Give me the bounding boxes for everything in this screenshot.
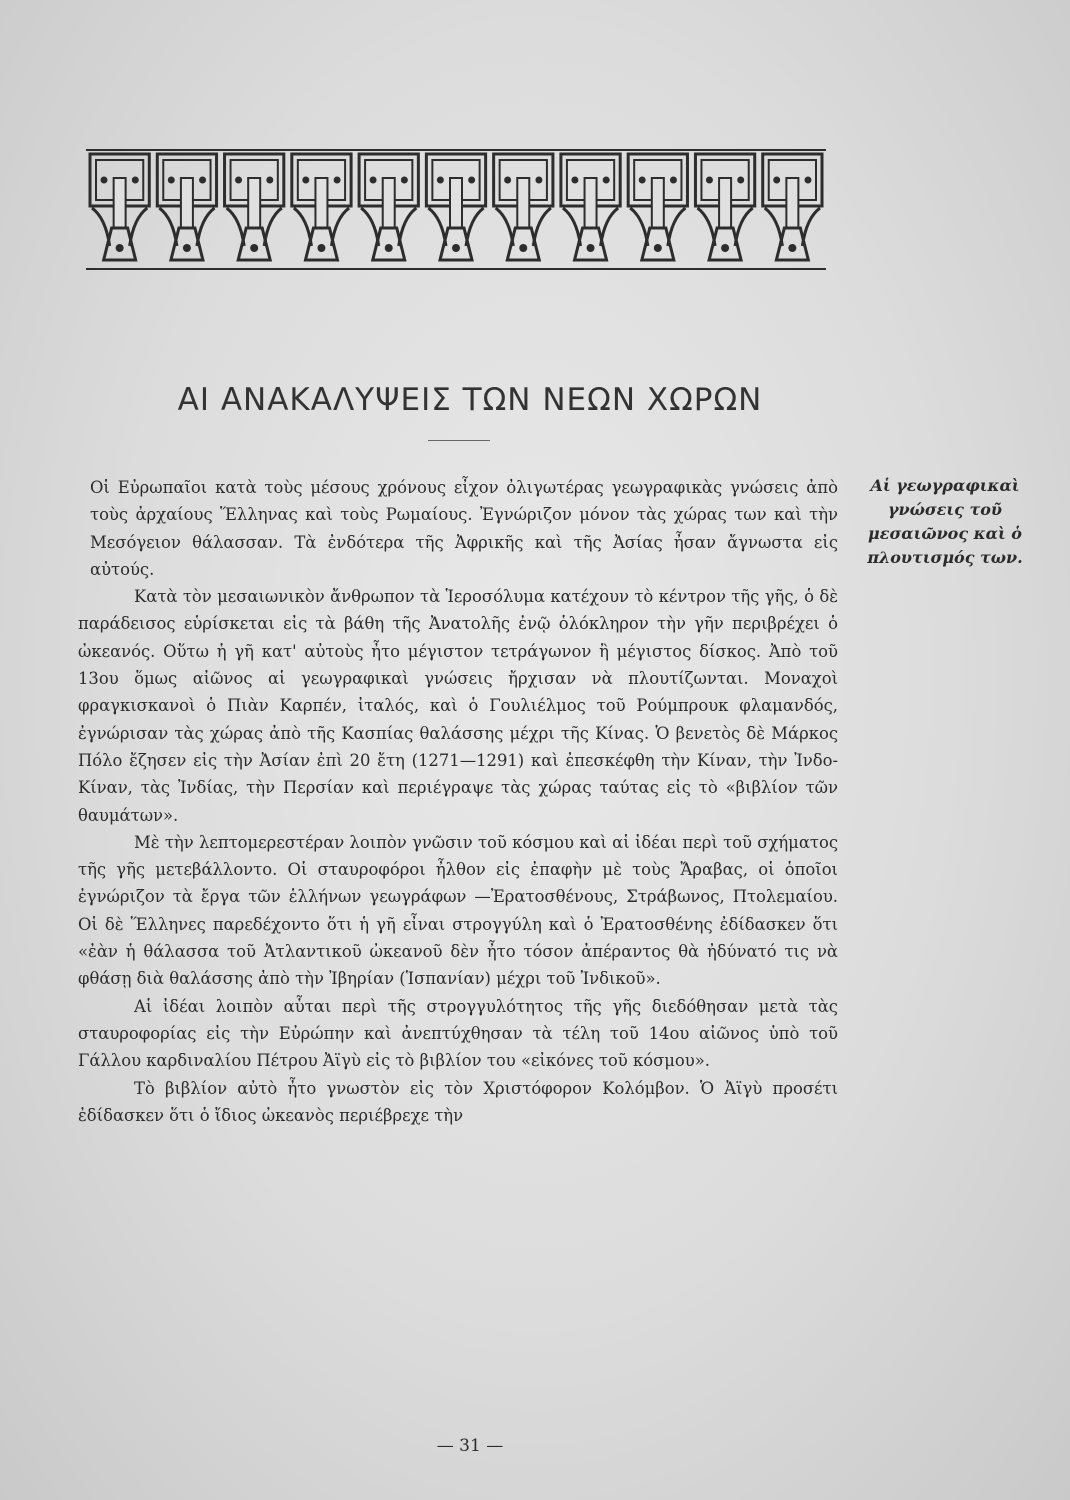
ornament-unit [426,154,485,260]
ornament-unit [763,154,822,260]
decorative-header-border [86,148,826,272]
page-title: ΑΙ ΑΝΑΚΑΛΥΨΕΙΣ ΤΩΝ ΝΕΩΝ ΧΩΡΩΝ [177,382,763,418]
ornament-unit [90,154,149,260]
paragraph-1: Οἱ Εὐρωπαῖοι κατὰ τοὺς μέσους χρόνους εἶχον ὀλιγωτέρας γεωγραφικὰς γνώσεις ἀπὸ τοὺς ἀρχαίους Ἕλληνας καὶ τοὺς Ρωμαίους. Ἐγνώριζον μόνον τὰς χώρας των καὶ τὴν Μεσόγειον θάλασσαν. Τὰ ἐνδότερα τῆς Ἀφρικῆς καὶ τῆς Ἀσίας ἦσαν ἄγνωστα εἰς αὐτούς. [90,478,838,579]
margin-note: Αἱ γεωγραφικαὶ γνώσεις τοῦ μεσαιῶνος καὶ ὁ πλουτισμός των. [867,476,1023,567]
paragraph-2: Κατὰ τὸν μεσαιωνικὸν ἄνθρωπον τὰ Ἱεροσόλυμα κατέχουν τὸ κέντρον τῆς γῆς, ὁ δὲ παράδεισος εὑρίσκεται εἰς τὰ βάθη τῆς Ἀνατολῆς ἐνῷ ὁλόκληρον τὴν γῆν περιβρέχει ὁ ὠκεανός. Οὕτω ἡ γῆ κατ' αὐτοὺς ἦτο μέγιστον τετράγωνον ἢ μέγιστος δίσκος. Ἀπὸ τοῦ 13ου ὅμως αἰῶνος αἱ γεωγραφικαὶ γνώσεις ἤρχισαν νὰ πλουτίζωνται. Μοναχοὶ φραγκισκανοὶ ὁ Πιὰν Καρπέν, ἰταλός, καὶ ὁ Γουλιέλμος τοῦ Ρούμπρουκ φλαμανδός, ἐγνώρισαν τὰς χώρας ἀπὸ τῆς Κασπίας θαλάσσης μέχρι τῆς Κίνας. Ὁ βενετὸς δὲ Μάρκος Πόλο ἔζησεν εἰς τὴν Ἀσίαν ἐπὶ 20 ἔτη (1271—1291) καὶ ἐπεσκέφθη τὴν Κίναν, τὴν Ἰνδο-Κίναν, τὰς Ἰνδίας, τὴν Περσίαν καὶ περιέγραψε τὰς χώρας ταύτας εἰς τὸ «βιβλίον τῶν θαυμάτων». [78,587,838,825]
page-number: — 31 — [436,1436,504,1456]
ornament-unit [628,154,687,260]
ornament-unit [292,154,351,260]
ornament-unit [494,154,553,260]
ornament-unit [359,154,418,260]
paragraph-3: Μὲ τὴν λεπτομερεστέραν λοιπὸν γνῶσιν τοῦ κόσμου καὶ αἱ ἰδέαι περὶ τοῦ σχήματος τῆς γῆς μετεβάλλοντο. Οἱ σταυροφόροι ἦλθον εἰς ἐπαφὴν μὲ τοὺς Ἄραβας, οἱ ὁποῖοι ἐγνώριζον τὰ ἔργα τῶν ἑλλήνων γεωγράφων —Ἐρατοσθένους, Στράβωνος, Πτολεμαίου. Οἱ δὲ Ἕλληνες παρεδέχοντο ὅτι ἡ γῆ εἶναι στρογγύλη καὶ ὁ Ἐρατοσθένης ἐδίδασκεν ὅτι «ἐὰν ἡ θάλασσα τοῦ Ἀτλαντικοῦ ὠκεανοῦ δὲν ἦτο τόσον ἀπέραντος θὰ ἠδύνατό τις νὰ φθάσῃ διὰ θαλάσσης ἀπὸ τὴν Ἰβηρίαν (Ἱσπανίαν) μέχρι τοῦ Ἰνδικοῦ». [78,832,838,989]
ornament-unit [561,154,620,260]
ornament-unit [225,154,284,260]
paragraph-5: Τὸ βιβλίον αὐτὸ ἦτο γνωστὸν εἰς τὸν Χριστόφορον Κολόμβον. Ὁ Ἀϊγὺ προσέτι ἐδίδασκεν ὅτι ὁ ἴδιος ὠκεανὸς περιέβρεχε τὴν [78,1078,838,1125]
article-body [78,474,838,1129]
paragraph-4: Αἱ ἰδέαι λοιπὸν αὗται περὶ τῆς στρογγυλότητος τῆς γῆς διεδόθησαν μετὰ τὰς σταυροφορίας εἰς τὴν Εὐρώπην καὶ ἀνεπτύχθησαν τὰ τέλη τοῦ 14ου αἰῶνος ὑπὸ τοῦ Γάλλου καρδιναλίου Πέτρου Ἀϊγὺ εἰς τὸ βιβλίον του «εἰκόνες τοῦ κόσμου». [78,996,838,1071]
title-divider [428,440,490,441]
ornament-unit [695,154,754,260]
ornament-unit [157,154,216,260]
